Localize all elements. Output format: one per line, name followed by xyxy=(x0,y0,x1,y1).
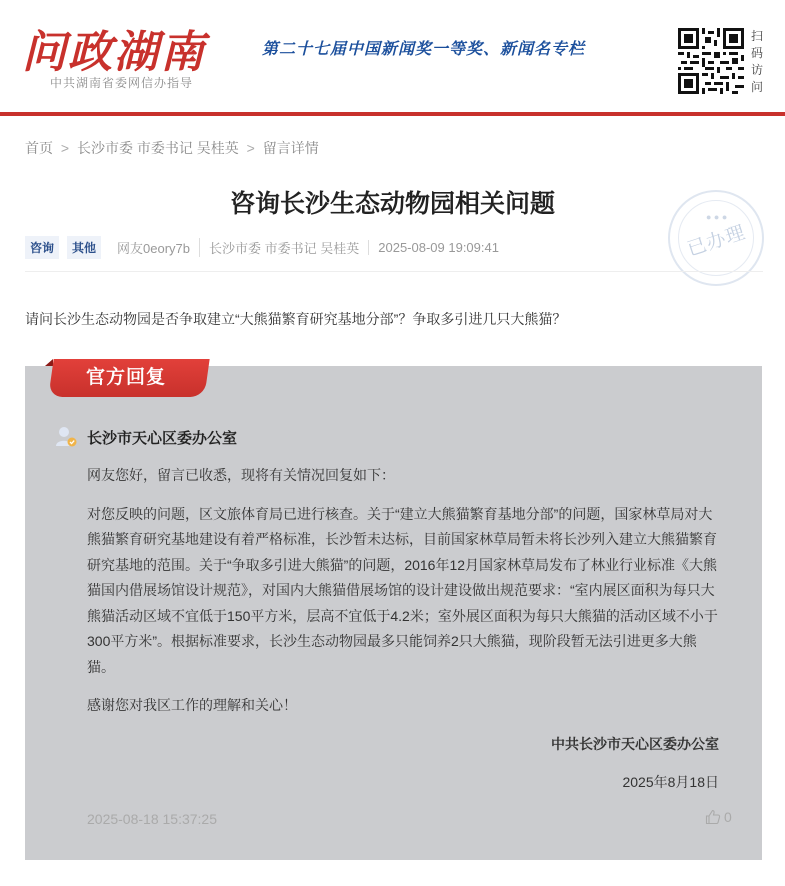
meta-divider xyxy=(25,271,763,272)
post-meta xyxy=(25,236,508,258)
breadcrumb-home[interactable]: 首页 xyxy=(25,140,53,156)
page-title: 咨询长沙生态动物园相关问题 xyxy=(229,189,555,218)
breadcrumb-current: 留言详情 xyxy=(262,140,319,156)
reply-greeting: 网友您好，留言已收悉，现将有关情况回复如下： xyxy=(87,467,395,483)
question-content: 请问长沙生态动物园是否争取建立“大熊猫繁育研究基地分部”？争取多引进几只大熊猫？ xyxy=(25,311,567,327)
user-verified-icon xyxy=(55,426,77,448)
reply-thanks: 感谢您对我区工作的理解和关心！ xyxy=(87,697,297,713)
like-button[interactable] xyxy=(705,809,732,825)
official-reply-label: 官方回复 xyxy=(85,366,166,388)
status-stamp: ● ● ● 已办理 xyxy=(668,190,764,286)
qr-label: 扫码访问 xyxy=(751,29,764,94)
reply-org-name: 长沙市天心区委办公室 xyxy=(87,429,238,447)
post-target[interactable]: 长沙市委 市委书记 吴桂英 xyxy=(199,238,368,257)
breadcrumb xyxy=(25,138,323,158)
site-header xyxy=(0,0,785,112)
header-slogan: 第二十七届中国新闻奖一等奖、新闻名专栏 xyxy=(262,39,586,58)
post-author: 网友0eory7b xyxy=(117,240,191,256)
header-divider xyxy=(0,112,785,116)
reply-org xyxy=(55,427,237,447)
breadcrumb-department[interactable]: 长沙市委 市委书记 吴桂英 xyxy=(76,140,239,156)
thumbs-up-icon xyxy=(705,809,721,825)
reply-paragraph: 对您反映的问题，区文旅体育局已进行核查。关于“建立大熊猫繁育基地分部”的问题，国家林草局对大熊猫繁育研究基地建设有着严格标准，长沙暂未达标，目前国家林草局暂未将长沙列入建立大熊猫繁育研究基地的范围。关于“争取多引进大熊猫”的问题，2016年12月国家林草局发布了林业行业标准《大熊猫国内借展场馆设计规范》，对国内大熊猫借展场馆的设计建设做出规范要求：“室内展区面积为每只大熊猫活动区域不宜低于150平方米，层高不宜低于4.2米；室外展区面积为每只大熊猫的活动区域不小于300平方米”。根据标准要求，长沙生态动物园最多只能饲养2只大熊猫，现阶段暂无法引进更多大熊猫。 xyxy=(87,505,718,675)
official-reply-ribbon xyxy=(45,359,207,399)
reply-timestamp: 2025-08-18 15:37:25 xyxy=(87,811,217,827)
reply-date: 2025年8月18日 xyxy=(622,774,719,790)
post-time: 2025-08-09 19:09:41 xyxy=(368,240,508,255)
like-count: 0 xyxy=(724,809,732,825)
category-tag[interactable]: 咨询 xyxy=(25,236,59,259)
site-logo-subtitle: 中共湖南省委网信办指导 xyxy=(50,76,194,90)
qr-code-icon xyxy=(678,28,744,94)
breadcrumb-separator: > xyxy=(60,140,70,156)
reply-signature: 中共长沙市天心区委办公室 xyxy=(551,735,719,752)
breadcrumb-separator: > xyxy=(246,140,255,156)
type-tag[interactable]: 其他 xyxy=(67,236,101,259)
site-logo[interactable]: 问政湖南 xyxy=(22,27,206,78)
official-reply-panel xyxy=(25,366,762,860)
status-stamp-text: 已办理 xyxy=(684,222,749,261)
reply-content xyxy=(87,463,719,809)
